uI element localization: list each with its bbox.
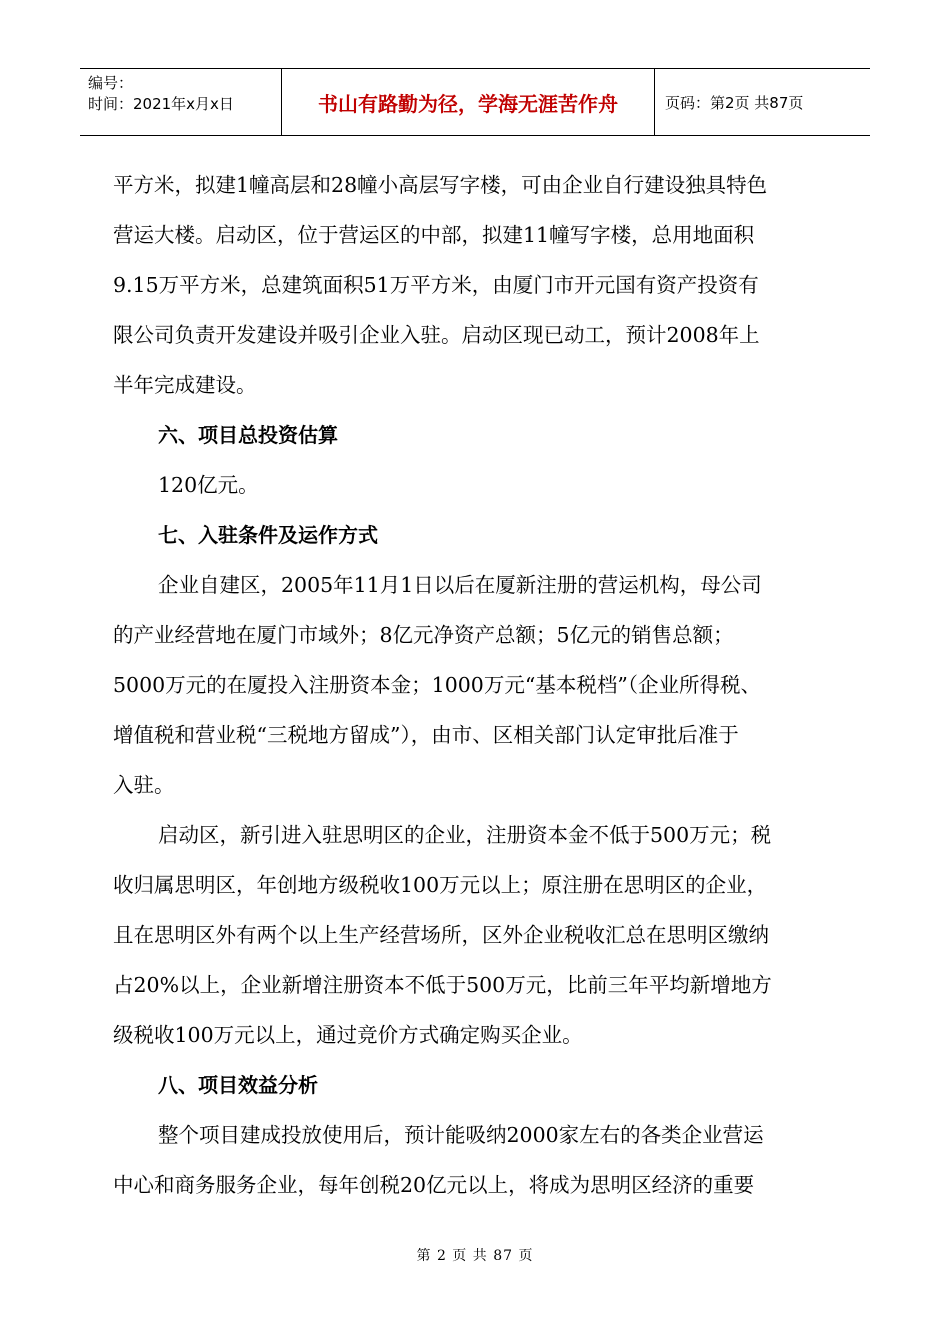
body-line: 120亿元。 <box>158 473 259 497</box>
body-line: 启动区，新引进入驻思明区的企业，注册资本金不低于500万元；税 <box>158 823 772 847</box>
body-line: 的产业经营地在厦门市域外；8亿元净资产总额；5亿元的销售总额； <box>113 623 734 647</box>
body-line: 企业自建区，2005年11月1日以后在厦新注册的营运机构，母公司 <box>158 573 762 597</box>
body-line: 平方米，拟建1幢高层和28幢小高层写字楼，可由企业自行建设独具特色 <box>113 173 768 197</box>
body-line: 占20%以上，企业新增注册资本不低于500万元，比前三年平均新增地方 <box>113 973 772 997</box>
section-heading: 八、项目效益分析 <box>158 1073 318 1097</box>
body-line: 级税收100万元以上，通过竞价方式确定购买企业。 <box>113 1023 583 1047</box>
body-line: 9.15万平方米，总建筑面积51万平方米，由厦门市开元国有资产投资有 <box>113 273 759 297</box>
section-heading: 六、项目总投资估算 <box>158 423 338 447</box>
body-line: 且在思明区外有两个以上生产经营场所，区外企业税收汇总在思明区缴纳 <box>113 923 769 947</box>
page-footer: 第 2 页 共 87 页 <box>416 1248 534 1264</box>
body-line: 5000万元的在厦投入注册资本金；1000万元“基本税档”（企业所得税、 <box>113 673 762 697</box>
page-header <box>80 68 870 136</box>
document-body <box>113 160 838 1210</box>
header-meta <box>80 69 282 135</box>
section-heading: 七、入驻条件及运作方式 <box>158 523 378 547</box>
body-line: 收归属思明区，年创地方级税收100万元以上；原注册在思明区的企业， <box>113 873 768 897</box>
body-line: 入驻。 <box>113 773 175 797</box>
header-page-info: 页码：第2页 共87页 <box>665 93 804 112</box>
body-line: 中心和商务服务企业，每年创税20亿元以上，将成为思明区经济的重要 <box>113 1173 755 1197</box>
body-line: 增值税和营业税“三税地方留成”），由市、区相关部门认定审批后准于 <box>113 723 739 747</box>
header-motto: 书山有路勤为径，学海无涯苦作舟 <box>282 69 655 135</box>
body-line: 限公司负责开发建设并吸引企业入驻。启动区现已动工，预计2008年上 <box>113 323 760 347</box>
body-line: 半年完成建设。 <box>113 373 257 397</box>
date-label: 时间：2021年x月x日 <box>88 95 234 113</box>
body-line: 营运大楼。启动区，位于营运区的中部，拟建11幢写字楼，总用地面积 <box>113 223 755 247</box>
serial-label: 编号： <box>88 74 134 92</box>
body-line: 整个项目建成投放使用后，预计能吸纳2000家左右的各类企业营运 <box>158 1123 764 1147</box>
